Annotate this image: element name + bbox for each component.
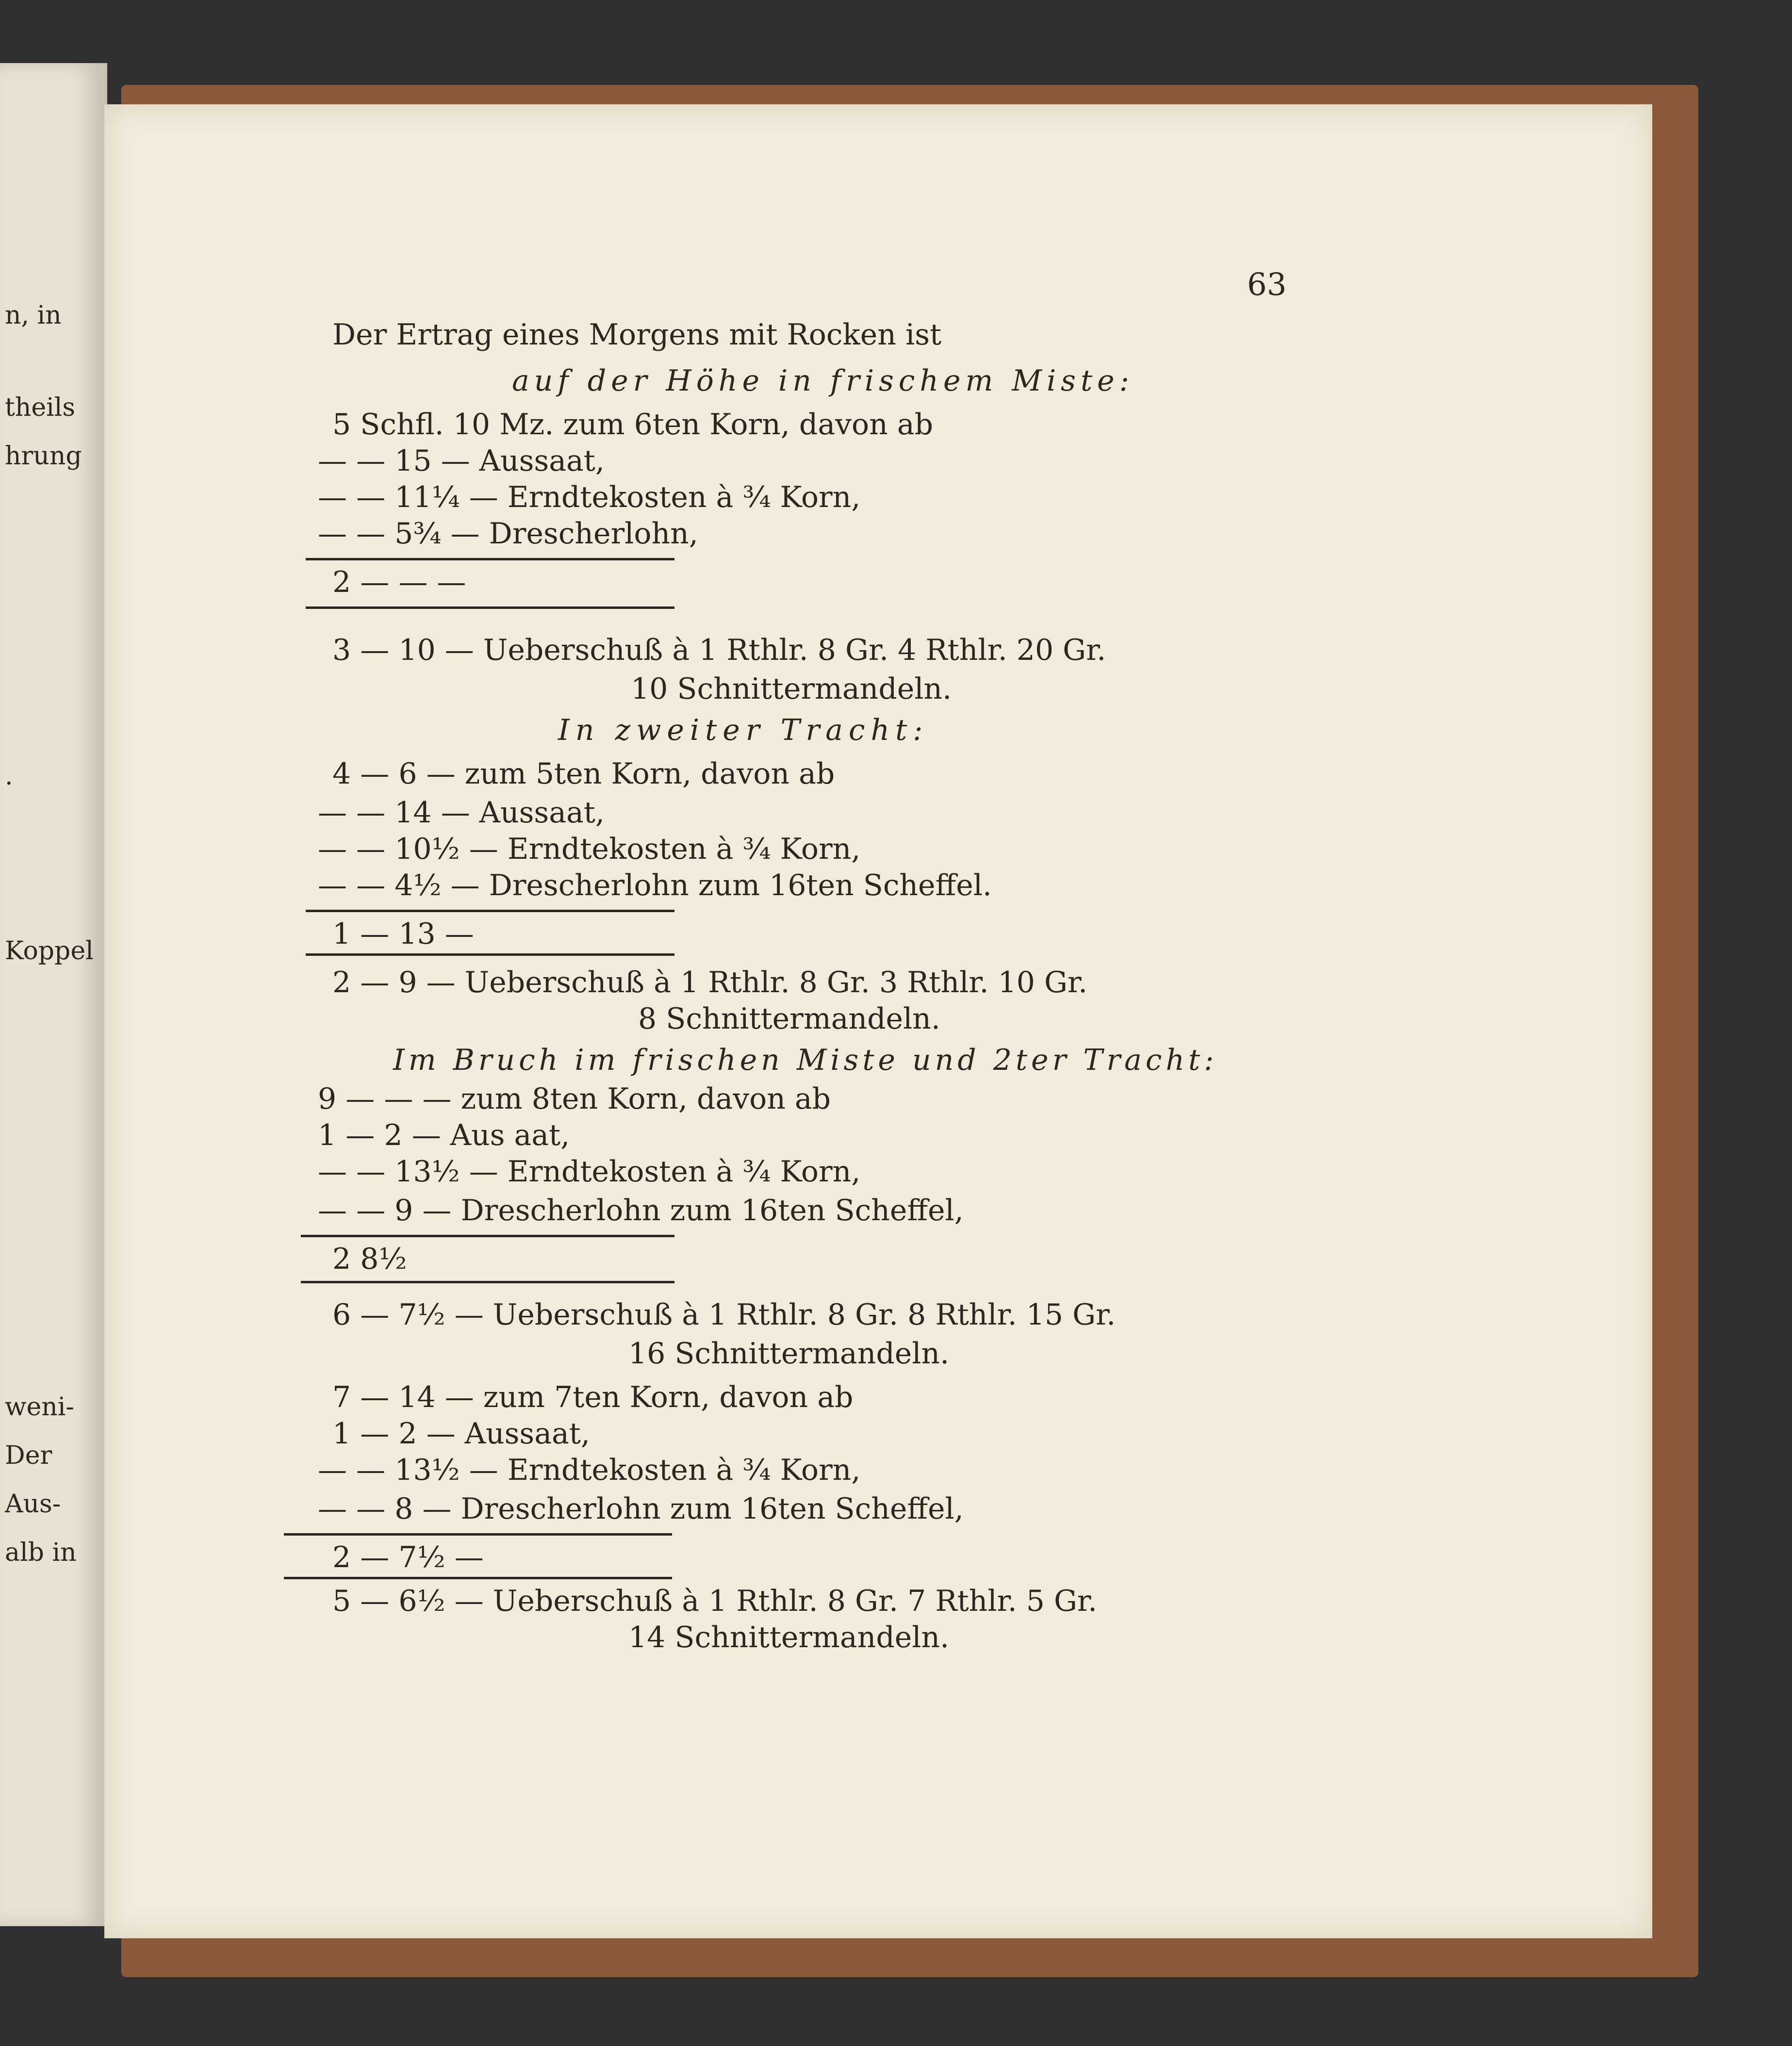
table-row: — — 8 — Drescherlohn zum 16ten Scheffel, [318, 1492, 964, 1526]
sum-rule [301, 1235, 674, 1237]
table-row: — — 11¼ — Erndtekosten à ¾ Korn, [318, 480, 861, 514]
table-row: — — 15 — Aussaat, [318, 444, 605, 478]
book-page [104, 104, 1652, 1938]
page-number: 63 [1247, 267, 1287, 303]
sum-rule [284, 1533, 672, 1536]
facing-page-fragment: n, in [5, 301, 62, 330]
table-row: 16 Schnittermandeln. [628, 1337, 950, 1371]
result-row: 3 — 10 — Ueberschuß à 1 Rthlr. 8 Gr. 4 Rthlr. 20 Gr. [332, 633, 1106, 667]
table-row: — — 13½ — Erndtekosten à ¾ Korn, [318, 1453, 861, 1487]
table-row: — — 4½ — Drescherlohn zum 16ten Scheffel. [318, 868, 992, 902]
facing-page-fragment: theils [5, 393, 76, 422]
facing-page-fragment: weni- [5, 1392, 74, 1422]
sum-rule [301, 1281, 674, 1283]
sum-rule [306, 953, 674, 956]
subtotal-row: 2 — — — [332, 565, 466, 599]
result-row: 2 — 9 — Ueberschuß à 1 Rthlr. 8 Gr. 3 Rthlr. 10 Gr. [332, 966, 1088, 999]
facing-page-fragment: alb in [5, 1538, 77, 1567]
subtotal-row: 2 8½ [332, 1242, 407, 1276]
section-title: In zweiter Tracht: [558, 713, 929, 747]
section-title: auf der Höhe in frischem Miste: [512, 364, 1134, 398]
subtotal-row: 2 — 7½ — [332, 1540, 484, 1574]
result-row: 5 — 6½ — Ueberschuß à 1 Rthlr. 8 Gr. 7 Rthlr. 5 Gr. [332, 1584, 1098, 1618]
table-row: 8 Schnittermandeln. [638, 1002, 940, 1036]
page-heading: Der Ertrag eines Morgens mit Rocken ist [332, 318, 942, 352]
table-row: 7 — 14 — zum 7ten Korn, davon ab [332, 1380, 854, 1414]
table-row: 1 — 2 — Aussaat, [332, 1417, 590, 1451]
sum-rule [284, 1577, 672, 1579]
table-row: 5 Schfl. 10 Mz. zum 6ten Korn, davon ab [332, 408, 933, 442]
table-row: 10 Schnittermandeln. [631, 672, 952, 706]
facing-page-fragment: Aus- [5, 1489, 61, 1519]
table-row: 1 — 2 — Aus aat, [318, 1118, 570, 1152]
section-title: Im Bruch im frischen Miste und 2ter Tracht: [393, 1043, 1218, 1077]
facing-page-fragment: Der [5, 1441, 52, 1470]
facing-page-fragment: Koppel [5, 936, 94, 966]
facing-page-fragment: hrung [5, 442, 82, 471]
table-row: 9 — — — zum 8ten Korn, davon ab [318, 1082, 831, 1116]
table-row: — — 9 — Drescherlohn zum 16ten Scheffel, [318, 1194, 964, 1228]
table-row: — — 10½ — Erndtekosten à ¾ Korn, [318, 832, 861, 866]
table-row: 4 — 6 — zum 5ten Korn, davon ab [332, 757, 835, 791]
table-row: — — 14 — Aussaat, [318, 796, 605, 830]
sum-rule [306, 606, 674, 609]
table-row: 14 Schnittermandeln. [628, 1620, 950, 1654]
table-row: — — 13½ — Erndtekosten à ¾ Korn, [318, 1155, 861, 1189]
table-row: — — 5¾ — Drescherlohn, [318, 517, 698, 551]
facing-page-fragment: . [5, 762, 13, 791]
result-row: 6 — 7½ — Ueberschuß à 1 Rthlr. 8 Gr. 8 Rthlr. 15 Gr. [332, 1298, 1116, 1332]
sum-rule [306, 910, 674, 912]
facing-page [0, 63, 107, 1926]
sum-rule [306, 558, 674, 560]
subtotal-row: 1 — 13 — [332, 917, 474, 951]
